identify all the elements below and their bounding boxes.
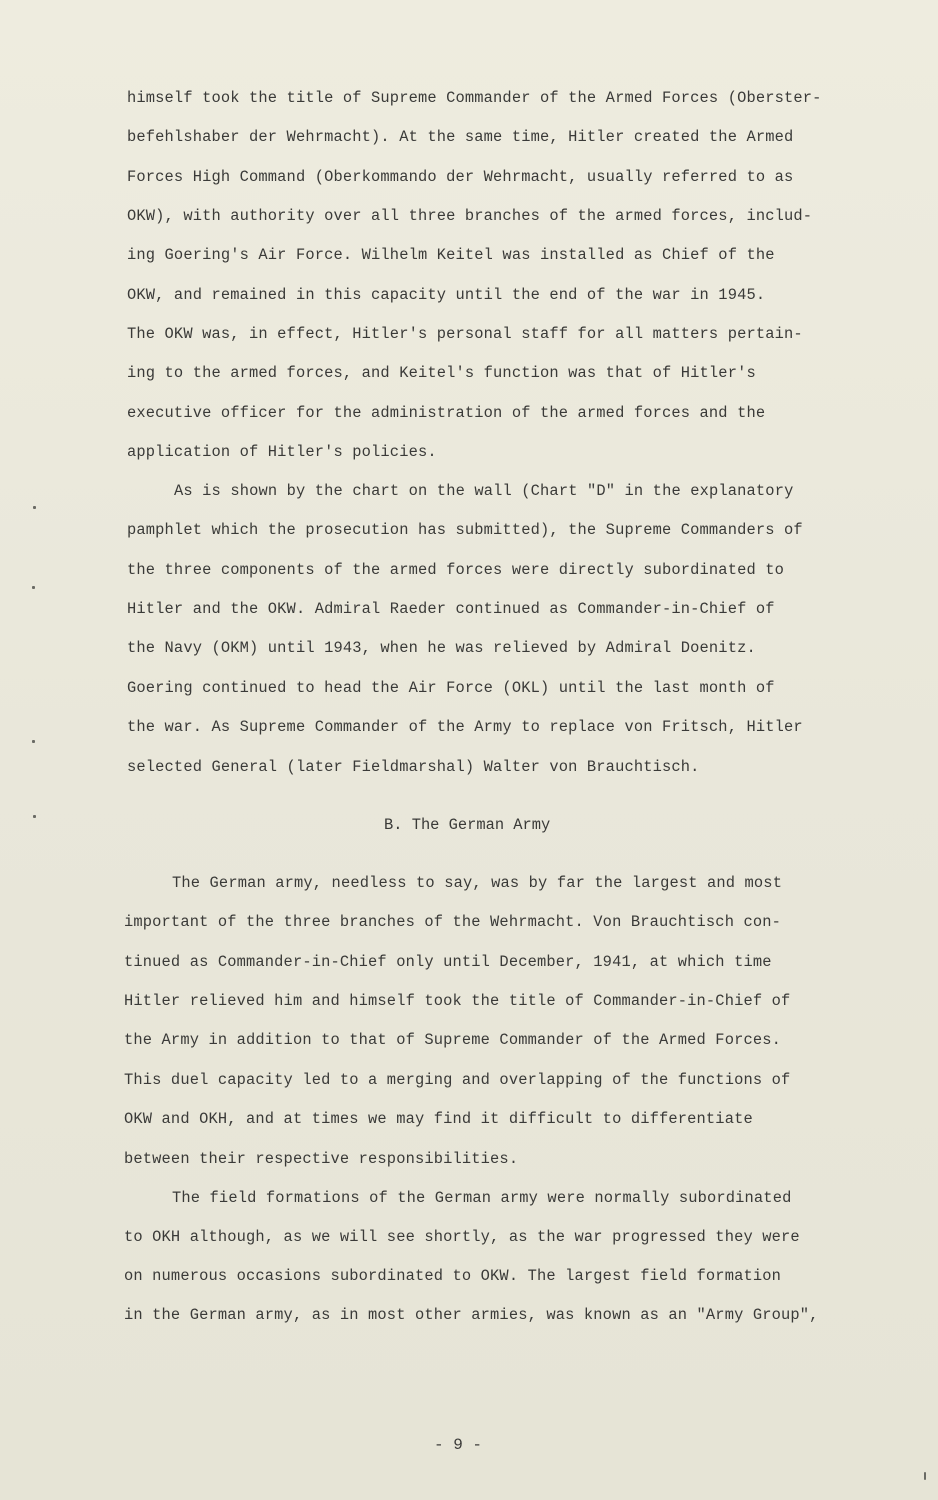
scan-mark	[33, 506, 36, 509]
scan-mark	[924, 1472, 926, 1480]
body-text-line: pamphlet which the prosecution has submitted), the Supreme Commanders of	[127, 521, 803, 539]
scan-mark	[32, 586, 35, 589]
body-text-line: between their respective responsibilities.	[124, 1150, 519, 1168]
body-text-line: on numerous occasions subordinated to OKW. The largest field formation	[124, 1267, 782, 1285]
body-text-line: As is shown by the chart on the wall (Chart "D" in the explanatory	[174, 482, 794, 500]
body-text-line: Goering continued to head the Air Force (OKL) until the last month of	[127, 679, 775, 697]
body-text-line: This duel capacity led to a merging and overlapping of the functions of	[124, 1071, 791, 1089]
body-text-line: executive officer for the administration of the armed forces and the	[127, 404, 766, 422]
body-text-line: in the German army, as in most other armies, was known as an "Army Group",	[124, 1306, 819, 1324]
body-text-line: The German army, needless to say, was by far the largest and most	[172, 874, 783, 892]
body-text-line: the Army in addition to that of Supreme Commander of the Armed Forces.	[124, 1031, 782, 1049]
body-text-line: to OKH although, as we will see shortly, as the war progressed they were	[124, 1228, 800, 1246]
page-number: - 9 -	[433, 1436, 482, 1454]
body-text-line: the three components of the armed forces were directly subordinated to	[127, 561, 785, 579]
body-text-line: application of Hitler's policies.	[127, 443, 437, 461]
body-text-line: Hitler relieved him and himself took the title of Commander-in-Chief of	[124, 992, 791, 1010]
body-text-line: befehlshaber der Wehrmacht). At the same time, Hitler created the Armed	[127, 128, 794, 146]
body-text-line: tinued as Commander-in-Chief only until December, 1941, at which time	[124, 953, 772, 971]
body-text-line: The OKW was, in effect, Hitler's personal staff for all matters pertain-	[127, 325, 803, 343]
body-text-line: OKW, and remained in this capacity until the end of the war in 1945.	[127, 286, 766, 304]
body-text-line: Hitler and the OKW. Admiral Raeder continued as Commander-in-Chief of	[127, 600, 775, 618]
body-text-line: OKW), with authority over all three branches of the armed forces, includ-	[127, 207, 813, 225]
section-heading: B. The German Army	[384, 816, 551, 834]
body-text-line: Forces High Command (Oberkommando der Wehrmacht, usually referred to as	[127, 168, 794, 186]
scan-mark	[32, 740, 35, 743]
body-text-line: himself took the title of Supreme Commander of the Armed Forces (Oberster-	[127, 89, 822, 107]
body-text-line: ing Goering's Air Force. Wilhelm Keitel was installed as Chief of the	[127, 246, 775, 264]
body-text-line: selected General (later Fieldmarshal) Walter von Brauchtisch.	[127, 758, 700, 776]
body-text-line: OKW and OKH, and at times we may find it difficult to differentiate	[124, 1110, 753, 1128]
body-text-line: important of the three branches of the Wehrmacht. Von Brauchtisch con-	[124, 913, 782, 931]
body-text-line: the war. As Supreme Commander of the Army to replace von Fritsch, Hitler	[127, 718, 803, 736]
scan-mark	[33, 815, 36, 818]
body-text-line: The field formations of the German army were normally subordinated	[172, 1189, 792, 1207]
body-text-line: ing to the armed forces, and Keitel's function was that of Hitler's	[127, 364, 756, 382]
body-text-line: the Navy (OKM) until 1943, when he was relieved by Admiral Doenitz.	[127, 639, 756, 657]
